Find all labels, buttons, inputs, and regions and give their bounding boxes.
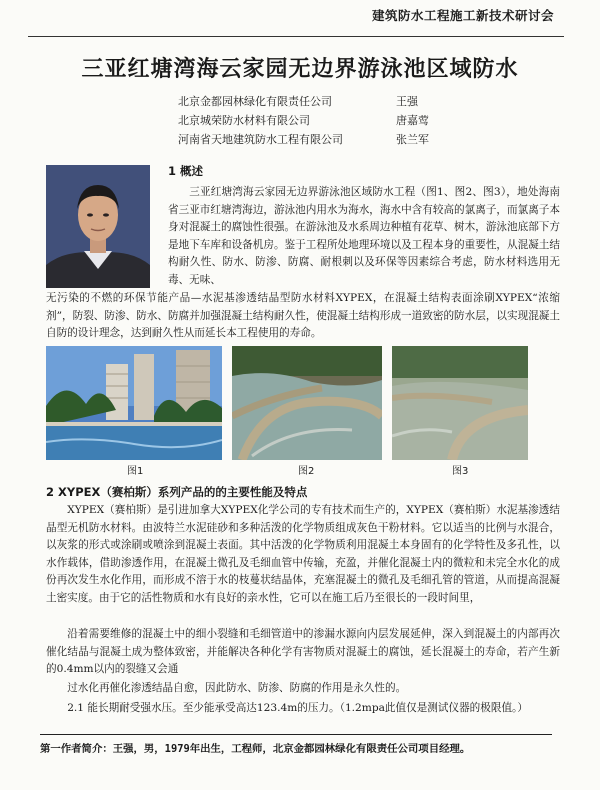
author-affiliation: 北京金都园林绿化有限责任公司	[178, 95, 332, 108]
section-2-paragraph-2: 沿着需要维修的混凝土中的细小裂缝和毛细管道中的渗漏水源向内层发展延伸，深入到混凝土的内部再次催化结晶与混凝土成为整体致密，并能解决各种化学有害物质对混凝土的腐蚀，延长混凝土的寿命，若产生新的0.4mm以内的裂缝又会通	[46, 628, 560, 676]
journal-title: 建筑防水工程施工新技术研讨会	[371, 8, 554, 23]
figure-2	[232, 346, 382, 460]
footnote-rule	[40, 734, 552, 735]
author-row	[178, 130, 429, 149]
section-2-paragraph-1: XYPEX（赛柏斯）是引进加拿大XYPEX化学公司的专有技术而生产的，XYPEX（赛柏斯）水泥基渗透结晶型无机防水材料。由波特兰水泥硅砂和多种活泼的化学物质组成灰色干粉材料。它以适当的比例与水混合，以灰浆的形式或涂刷或喷涂到混凝土表面。其中活泼的化学物质利用混凝土本身固有的化学特性及多孔性，以水作载体，借助渗透作用，在混凝土微孔及毛细血管中传输，充盈，并催化混凝土内的微粒和未完全水化的成份再次发生水化作用，而形成不溶于水的枝蔓状结晶体，充塞混凝土的微孔及毛细孔管的管道，从而提高混凝土密实度。由于它的活性物质和水有良好的亲水性，它可以在施工后乃至很长的一段时间里，	[46, 504, 560, 604]
author-name: 张兰军	[396, 133, 429, 146]
section-1-text-top	[168, 184, 560, 290]
section-2-paragraph-3: 过水化再催化渗透结晶自愈，因此防水、防渗、防腐的作用是永久性的。	[67, 682, 407, 694]
footnote-author-bio: 第一作者简介：王强，男，1979年出生，工程师，北京金都园林绿化有限责任公司项目经理。	[40, 743, 471, 755]
author-row	[178, 111, 429, 130]
section-1-heading: 1 概述	[168, 164, 204, 178]
author-name: 唐嘉莺	[396, 114, 429, 127]
figure-3-drawing	[392, 346, 528, 460]
author-affiliation: 北京城荣防水材料有限公司	[178, 114, 310, 127]
header-rule	[28, 36, 564, 37]
section-1-text-bottom	[46, 290, 560, 343]
section-2-item-2-1: 2.1 能长期耐受强水压。至少能承受高达123.4m的压力。（1.2mpa此值仅是测试仪器的极限值。）	[67, 702, 528, 714]
article-title: 三亚红塘湾海云家园无边界游泳池区域防水	[81, 57, 519, 82]
figure-1	[46, 346, 222, 460]
section-1-paragraph: 三亚红塘湾海云家园无边界游泳池区域防水工程（图1、图2、图3），地处海南省三亚市红塘湾海边，游泳池内用水为海水，海水中含有较高的氯离子，而氯离子本身对混凝土的腐蚀性很强。在游泳池及水系周边种植有花草、树木，游泳池底部下方是地下车库和设备机房。鉴于工程所处地理环境以及工程本身的重要性，从混凝土结构耐久性、防水、防渗、防腐、耐根刺以及环保等因素综合考虑，防水材料选用无毒、无味、	[168, 186, 560, 286]
figure-1-drawing	[46, 346, 222, 460]
author-photo	[46, 165, 150, 288]
section-2-heading: 2 XYPEX（赛柏斯）系列产品的的主要性能及特点	[46, 485, 308, 499]
figure-2-drawing	[232, 346, 382, 460]
figure-3-caption: 图3	[452, 466, 469, 477]
author-name: 王强	[396, 95, 418, 108]
figure-1-caption: 图1	[127, 466, 144, 477]
figure-3	[392, 346, 528, 460]
author-affiliation: 河南省天地建筑防水工程有限公司	[178, 133, 343, 146]
author-photo-drawing	[46, 165, 150, 288]
figure-2-caption: 图2	[298, 466, 315, 477]
section-1-paragraph-cont: 无污染的不燃的环保节能产品—水泥基渗透结晶型防水材料XYPEX，在混凝土结构表面涂刷XYPEX“浓缩剂”，防裂、防渗、防水、防腐并加强混凝土结构耐久性，使混凝土结构形成一道致密的防水层，以实现混凝土自防的设计理念，达到耐久性从而延长本工程使用的寿命。	[46, 292, 560, 340]
author-row	[178, 92, 429, 111]
author-list	[178, 92, 429, 149]
